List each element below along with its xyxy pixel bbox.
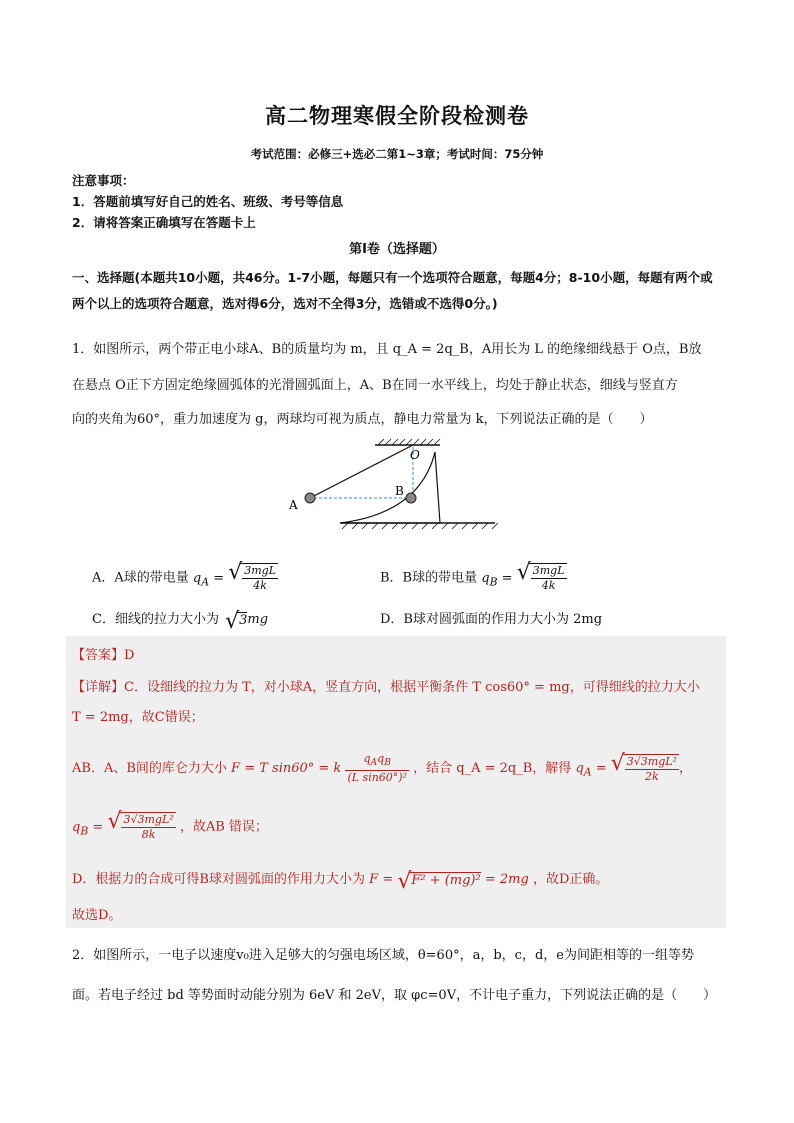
notice-heading: 注意事项： <box>72 173 135 188</box>
detail-ab-line-1: AB．A、B间的库仑力大小 F = T sin60° = k $\frac{q_Aq_B}{\text{(L sin60°)²}}$ ，结合 q_A = 2q_B，解得 $q_A$ = √ $\frac{\text{3√3mgL²}}{2k}$ ， <box>72 752 692 785</box>
option-b[interactable]: B．B球的带电量 $q_B$ = √ $\frac{\text{3mgL}}{4k}$ <box>380 563 567 593</box>
label-o: O <box>410 448 420 462</box>
q1-line-2: 在悬点 O正下方固定绝缘圆弧体的光滑圆弧面上，A、B在同一水平线上，均处于静止状态，细线与竖直方 <box>72 378 678 393</box>
q1-line-3: 向的夹角为60°，重力加速度为 g，两球均可视为质点，静电力常量为 k，下列说法正确的是（ ） <box>72 412 653 427</box>
detail-d-line: D．根据力的合成可得B球对圆弧面的作用力大小为 F = √ F² + (mg)² = 2mg ，故D正确。 <box>72 868 608 888</box>
label-b: B <box>395 484 404 498</box>
label-a: A <box>289 498 298 512</box>
exam-title: 高二物理寒假全阶段检测卷 <box>265 104 529 128</box>
notice-item-1: 1．答题前填写好自己的姓名、班级、考号等信息 <box>72 194 344 209</box>
q1-figure <box>280 437 520 537</box>
section-title: 第I卷（选择题） <box>349 242 445 257</box>
q2-line-2: 面。若电子经过 bd 等势面时动能分别为 6eV 和 2eV，取 φc=0V，不计电子重力，下列说法正确的是（ ） <box>72 988 717 1003</box>
q2-line-1: 2．如图所示，一电子以速度v₀进入足够大的匀强电场区域，θ=60°，a，b，c，d，e为间距相等的一组等势 <box>72 948 694 963</box>
detail-c-line-1: 【详解】C．设细线的拉力为 T，对小球A，竖直方向，根据平衡条件 T cos60° = mg，可得细线的拉力大小 <box>72 680 700 695</box>
q1-line-1: 1．如图所示，两个带正电小球A、B的质量均为 m，且 q_A = 2q_B，A用长为 L 的绝缘细线悬于 O点，B放 <box>72 342 702 357</box>
answer-label: 【答案】D <box>72 648 135 663</box>
option-d[interactable]: D．B球对圆弧面的作用力大小为 2mg <box>380 612 603 627</box>
exam-subtitle: 考试范围：必修三+选必二第1~3章；考试时间：75分钟 <box>250 147 544 161</box>
detail-ab-line-2: $q_B$ = √ $\frac{\text{3√3mgL²}}{8k}$ ，故AB 错误； <box>72 812 268 842</box>
notice-item-2: 2．请将答案正确填写在答题卡上 <box>72 215 256 230</box>
section-instructions: 一、选择题(本题共10小题，共46分。1-7小题，每题只有一个选项符合题意，每题4分；8-10小题，每题有两个或两个以上的选项符合题意，选对得6分，选对不全得3分，选错或不选得0分。) <box>72 270 713 311</box>
option-c[interactable]: C．细线的拉力大小为 √ 3mg <box>92 608 268 628</box>
detail-conclusion: 故选D。 <box>72 908 122 923</box>
option-a[interactable]: A．A球的带电量 $q_A$ = √ $\frac{\text{3mgL}}{4k}$ <box>92 563 278 593</box>
detail-c-line-2: T = 2mg，故C错误； <box>72 710 204 725</box>
